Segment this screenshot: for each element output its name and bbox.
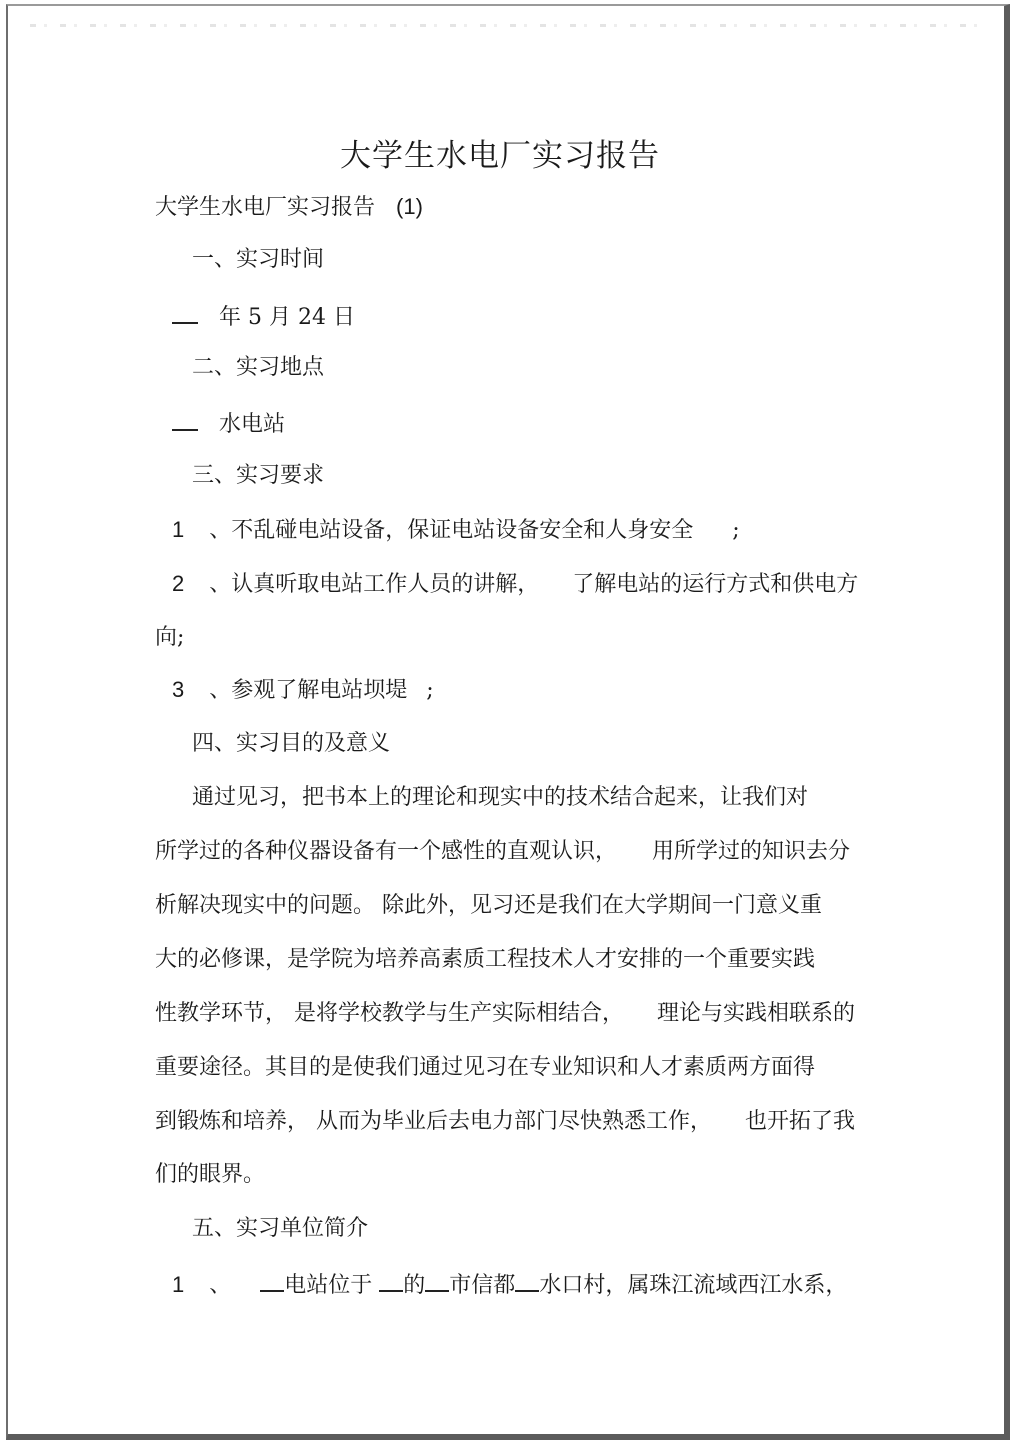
item-text: 、认真听取电站工作人员的讲解， xyxy=(209,572,540,597)
paragraph-line: 通过见习，把书本上的理论和现实中的技术结合起来，让我们对 xyxy=(192,785,809,810)
item-part: 市信都 xyxy=(449,1273,516,1298)
item-part: 电站位于 xyxy=(284,1273,373,1298)
item-sep: 、 xyxy=(209,1273,232,1298)
paragraph-line xyxy=(155,837,850,867)
item-text-2: 了解电站的运行方式和供电方 xyxy=(572,572,859,597)
line-part: 所学过的各种仪器设备有一个感性的直观认识， xyxy=(155,839,618,864)
item-text: 、不乱碰电站设备，保证电站设备安全和人身安全 xyxy=(209,518,694,543)
requirement-item-1 xyxy=(172,515,740,546)
item-text: 、参观了解电站坝堤 xyxy=(209,678,408,703)
item-end: ; xyxy=(426,678,434,703)
paragraph-line: 们的眼界。 xyxy=(155,1162,266,1187)
paragraph-line: 重要途径。其目的是使我们通过见习在专业知识和人才素质两方面得 xyxy=(155,1055,816,1080)
paragraph-line xyxy=(155,1107,855,1137)
item-number: 2 xyxy=(172,571,185,596)
paragraph-line: 析解决现实中的问题。 除此外，见习还是我们在大学期间一门意义重 xyxy=(155,893,822,918)
section4-heading: 四、实习目的及意义 xyxy=(192,731,391,756)
date-blank xyxy=(172,300,198,324)
paragraph-line xyxy=(155,999,855,1029)
section2-place xyxy=(172,407,285,440)
section3-heading: 三、实习要求 xyxy=(192,463,325,488)
item-part: 的 xyxy=(403,1273,426,1298)
requirement-item-2 xyxy=(172,569,858,600)
section2-heading: 二、实习地点 xyxy=(192,355,325,380)
unit-intro-item-1 xyxy=(172,1268,847,1301)
subtitle-number: (1) xyxy=(396,194,423,219)
place-blank xyxy=(172,407,198,431)
blank-2 xyxy=(379,1268,403,1292)
paragraph-line: 大的必修课，是学院为培养高素质工程技术人才安排的一个重要实践 xyxy=(155,947,816,972)
report-subtitle xyxy=(155,192,423,223)
line-part: 到锻炼和培养， 从而为毕业后去电力部门尽快熟悉工作， xyxy=(155,1109,712,1134)
item-number: 1 xyxy=(172,517,185,542)
blank-4 xyxy=(515,1268,539,1292)
item-number: 3 xyxy=(172,677,185,702)
scan-artifact xyxy=(30,24,990,27)
place-text: 水电站 xyxy=(219,412,286,437)
subtitle-text: 大学生水电厂实习报告 xyxy=(155,195,376,220)
line-part: 用所学过的知识去分 xyxy=(652,839,851,864)
blank-1 xyxy=(260,1268,284,1292)
item-part: 水口村，属珠江流域西江水系， xyxy=(539,1273,848,1298)
item-number: 1 xyxy=(172,1272,185,1297)
blank-3 xyxy=(425,1268,449,1292)
section1-heading: 一、实习时间 xyxy=(192,247,325,272)
item-end: ; xyxy=(732,518,740,543)
line-part: 理论与实践相联系的 xyxy=(657,1001,856,1026)
section1-date xyxy=(172,300,355,333)
line-part: 也开拓了我 xyxy=(745,1109,856,1134)
section5-heading: 五、实习单位简介 xyxy=(192,1216,369,1241)
date-text: 年 5 月 24 日 xyxy=(219,305,355,330)
line-part: 性教学环节， 是将学校教学与生产实际相结合， xyxy=(155,1001,624,1026)
requirement-item-2-cont: 向; xyxy=(155,625,185,650)
document-title: 大学生水电厂实习报告 xyxy=(340,138,660,174)
requirement-item-3 xyxy=(172,675,434,706)
